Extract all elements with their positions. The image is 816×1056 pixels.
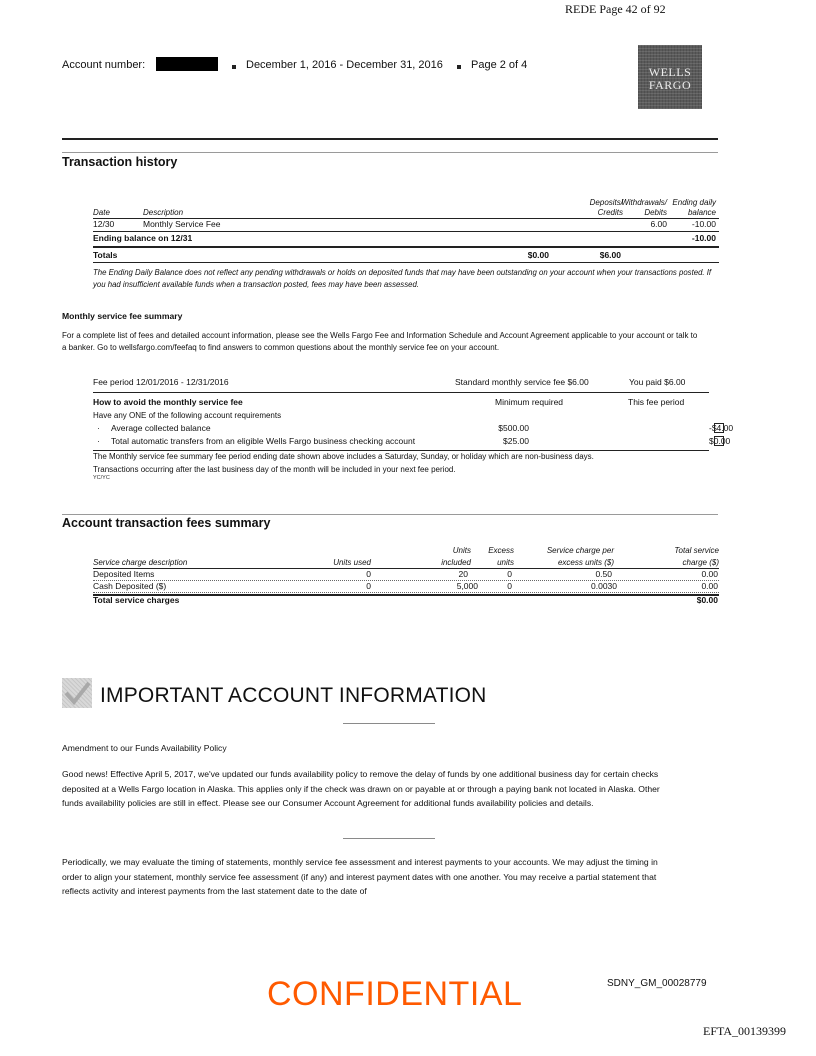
page-indicator: Page 2 of 4 bbox=[471, 59, 528, 71]
monthly-fee-intro: For a complete list of fees and detailed account information, please see the Wells Fargo Fee and Information Schedule and Account Agreement applicable to your account or talk to a banker. Go to wellsfargo.com/feefaq to find answers to common questions about the monthly service fee on your account. bbox=[62, 331, 698, 352]
ending-balance-row bbox=[93, 233, 719, 244]
header-divider bbox=[62, 138, 718, 140]
logo-text-fargo: FARGO bbox=[648, 78, 692, 92]
col-ending-top: Ending daily bbox=[672, 198, 716, 207]
table-row bbox=[93, 219, 719, 230]
fees-header-bottom bbox=[93, 557, 719, 568]
have-any-text: Have any ONE of the following account requirements bbox=[93, 411, 282, 420]
col-units-used: Units used bbox=[333, 558, 371, 567]
ending-balance-value: -10.00 bbox=[691, 233, 716, 243]
requirement-minimum: $500.00 bbox=[498, 423, 529, 433]
col-deposits-bottom: Credits bbox=[597, 208, 623, 217]
fee-included: 20 bbox=[458, 569, 468, 579]
requirement-minimum: $25.00 bbox=[503, 436, 529, 446]
col-desc: Service charge description bbox=[93, 558, 188, 567]
checkbox-icon bbox=[714, 423, 724, 433]
col-excess-bottom: units bbox=[497, 558, 514, 567]
ending-balance-label: Ending balance on 12/31 bbox=[93, 233, 193, 243]
col-total-bottom: charge ($) bbox=[682, 558, 719, 567]
important-paragraph-1: Good news! Effective April 5, 2017, we've updated our funds availability policy to remove the delay of funds by one additional business day for certain checks deposited at a Wells Fargo location in Alaska. This applies only if the check was drawn on or payable at or through a paying bank not located in Alaska. Other funds availability policies are still in effect. Please see our Consumer Account Agreement for additional funds availability policies and details. bbox=[62, 769, 660, 808]
min-required-label: Minimum required bbox=[495, 397, 564, 407]
account-fees-title: Account transaction fees summary bbox=[62, 516, 271, 530]
section-divider bbox=[62, 152, 718, 153]
total-service-charges-row bbox=[93, 595, 719, 606]
transaction-header-bottom bbox=[93, 207, 719, 218]
col-units-included-top: Units bbox=[452, 546, 471, 555]
fee-excess: 0 bbox=[507, 569, 512, 579]
col-withdrawals-bottom: Debits bbox=[644, 208, 667, 217]
fee-used: 0 bbox=[366, 569, 371, 579]
requirement-label: Average collected balance bbox=[111, 423, 211, 433]
important-heading: IMPORTANT ACCOUNT INFORMATION bbox=[100, 684, 487, 707]
fee-period: Fee period 12/01/2016 - 12/31/2016 bbox=[93, 377, 229, 387]
requirement-row: · Average collected balance $500.00 -$4.00 bbox=[97, 423, 734, 433]
fee-total: 0.00 bbox=[701, 569, 718, 579]
fee-footnote-2: Transactions occurring after the last business day of the month will be included in your next fee period. bbox=[93, 465, 456, 474]
heading-underline bbox=[343, 723, 435, 724]
fee-per: 0.50 bbox=[595, 569, 612, 579]
you-paid: You paid $6.00 bbox=[629, 377, 686, 387]
col-charge-per-bottom: excess units ($) bbox=[557, 558, 614, 567]
wells-fargo-logo bbox=[638, 45, 702, 109]
total-service-charges-label: Total service charges bbox=[93, 595, 180, 605]
totals-label: Totals bbox=[93, 250, 118, 260]
table-row bbox=[93, 581, 719, 593]
row-date: 12/30 bbox=[93, 219, 115, 229]
logo-text-wells: WELLS bbox=[648, 65, 692, 79]
requirement-bullet: · bbox=[97, 436, 100, 446]
fee-per: 0.0030 bbox=[591, 581, 617, 591]
row-description: Monthly Service Fee bbox=[143, 219, 221, 229]
fee-code: YC/YC bbox=[93, 475, 110, 481]
col-ending-bottom: balance bbox=[687, 208, 716, 217]
fee-used: 0 bbox=[366, 581, 371, 591]
section-divider bbox=[62, 514, 718, 515]
paragraph-divider bbox=[343, 838, 435, 839]
totals-debits: $6.00 bbox=[599, 250, 621, 260]
fee-desc: Cash Deposited ($) bbox=[93, 581, 167, 591]
doc-page-id: REDE Page 42 of 92 bbox=[565, 2, 666, 16]
fee-desc: Deposited Items bbox=[93, 569, 155, 579]
requirement-row: · Total automatic transfers from an eligible Wells Fargo business checking account $25.00 $0.00 bbox=[97, 436, 731, 446]
bullet-icon bbox=[457, 65, 461, 69]
col-description: Description bbox=[143, 208, 184, 217]
col-withdrawals-top: Withdrawals/ bbox=[621, 198, 667, 207]
requirement-label: Total automatic transfers from an eligible Wells Fargo business checking account bbox=[111, 436, 416, 446]
total-service-charges-value: $0.00 bbox=[696, 595, 718, 605]
statement-period: December 1, 2016 - December 31, 2016 bbox=[246, 59, 443, 71]
fee-period-row bbox=[93, 377, 719, 388]
have-any-row bbox=[93, 410, 719, 421]
avoid-header-row bbox=[93, 397, 719, 408]
fees-header-top bbox=[93, 545, 719, 556]
requirement-bullet: · bbox=[97, 423, 100, 433]
row-balance: -10.00 bbox=[691, 219, 716, 229]
confidential-stamp: CONFIDENTIAL bbox=[267, 975, 523, 1013]
checkbox-icon bbox=[714, 436, 724, 446]
bates-number: SDNY_GM_00028779 bbox=[607, 978, 707, 989]
redacted-account-number bbox=[156, 57, 218, 71]
efta-number: EFTA_00139399 bbox=[703, 1024, 787, 1038]
totals-credits: $0.00 bbox=[527, 250, 549, 260]
totals-row bbox=[93, 250, 719, 261]
col-excess-top: Excess bbox=[488, 546, 514, 555]
bullet-icon bbox=[232, 65, 236, 69]
important-subheading: Amendment to our Funds Availability Policy bbox=[62, 743, 227, 753]
row-debit: 6.00 bbox=[650, 219, 667, 229]
important-paragraph-2: Periodically, we may evaluate the timing of statements, monthly service fee assessment and interest payments to your accounts. We may adjust the timing in order to align your statement, monthly service fee assessment (if any) and interest payment dates with one another. You may receive a partial statement that reflects activity and interest payments from the last statement date to the date of bbox=[62, 857, 658, 896]
col-charge-per-top: Service charge per bbox=[546, 546, 614, 555]
checkmark-icon bbox=[62, 678, 92, 708]
fee-excess: 0 bbox=[507, 581, 512, 591]
account-number-label: Account number: bbox=[62, 59, 146, 71]
standard-fee: Standard monthly service fee $6.00 bbox=[455, 377, 589, 387]
col-date: Date bbox=[93, 208, 110, 217]
how-to-avoid: How to avoid the monthly service fee bbox=[93, 397, 243, 407]
col-units-included-bottom: included bbox=[441, 558, 471, 567]
col-total-top: Total service bbox=[674, 546, 719, 555]
fee-footnote-1: The Monthly service fee summary fee period ending date shown above includes a Saturday, Sunday, or holiday which are non-business days. bbox=[93, 452, 594, 461]
fee-included: 5,000 bbox=[456, 581, 478, 591]
transaction-history-title: Transaction history bbox=[62, 155, 178, 169]
fee-total: 0.00 bbox=[701, 581, 718, 591]
this-period-label: This fee period bbox=[628, 397, 685, 407]
transaction-note: The Ending Daily Balance does not reflect any pending withdrawals or holds on deposited funds that may have been outstanding on your account when your transactions posted. If you had insufficient available funds when a transaction posted, fees may have been assessed. bbox=[93, 268, 712, 289]
col-deposits-top: Deposits/ bbox=[589, 198, 623, 207]
table-row bbox=[93, 569, 719, 581]
monthly-fee-title: Monthly service fee summary bbox=[62, 311, 183, 321]
